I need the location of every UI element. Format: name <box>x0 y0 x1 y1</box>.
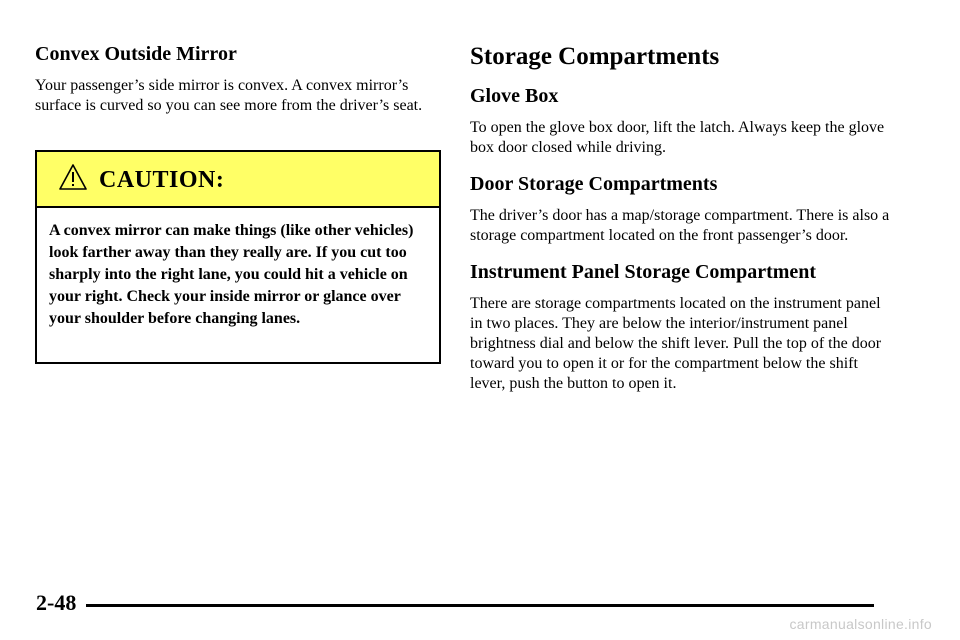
convex-mirror-heading: Convex Outside Mirror <box>35 43 237 65</box>
footer-rule <box>86 604 874 607</box>
door-storage-heading: Door Storage Compartments <box>470 173 718 195</box>
caution-header <box>37 152 439 208</box>
glove-box-heading: Glove Box <box>470 85 559 107</box>
watermark: carmanualsonline.info <box>789 616 932 632</box>
left-column <box>35 42 445 130</box>
right-column <box>470 42 890 408</box>
caution-text: A convex mirror can make things (like other vehicles) look farther away than they really are. If you cut too sharply into the right lane, you could hit a vehicle on your right. Check your inside mirror or glance over your shoulder before changing lanes. <box>49 222 414 327</box>
glove-box-text: To open the glove box door, lift the latch. Always keep the glove box door closed while driving. <box>470 119 885 156</box>
door-storage-text: The driver’s door has a map/storage compartment. There is also a storage compartment located on the front passenger’s door. <box>470 207 890 244</box>
caution-box <box>35 150 441 364</box>
warning-triangle-icon <box>59 164 87 190</box>
caution-title: CAUTION: <box>99 167 225 193</box>
convex-mirror-text: Your passenger’s side mirror is convex. A convex mirror’s surface is curved so you can see more from the driver’s seat. <box>35 77 423 114</box>
instrument-panel-storage-text: There are storage compartments located on the instrument panel in two places. They are below the interior/instrument panel brightness dial and below the shift lever. Pull the top of the door toward you to open it or for the compartment below the shift lever, push the button to open it. <box>470 295 882 392</box>
instrument-panel-storage-heading: Instrument Panel Storage Compartment <box>470 261 817 283</box>
storage-compartments-heading: Storage Compartments <box>470 43 720 70</box>
page-number: 2-48 <box>36 590 77 615</box>
